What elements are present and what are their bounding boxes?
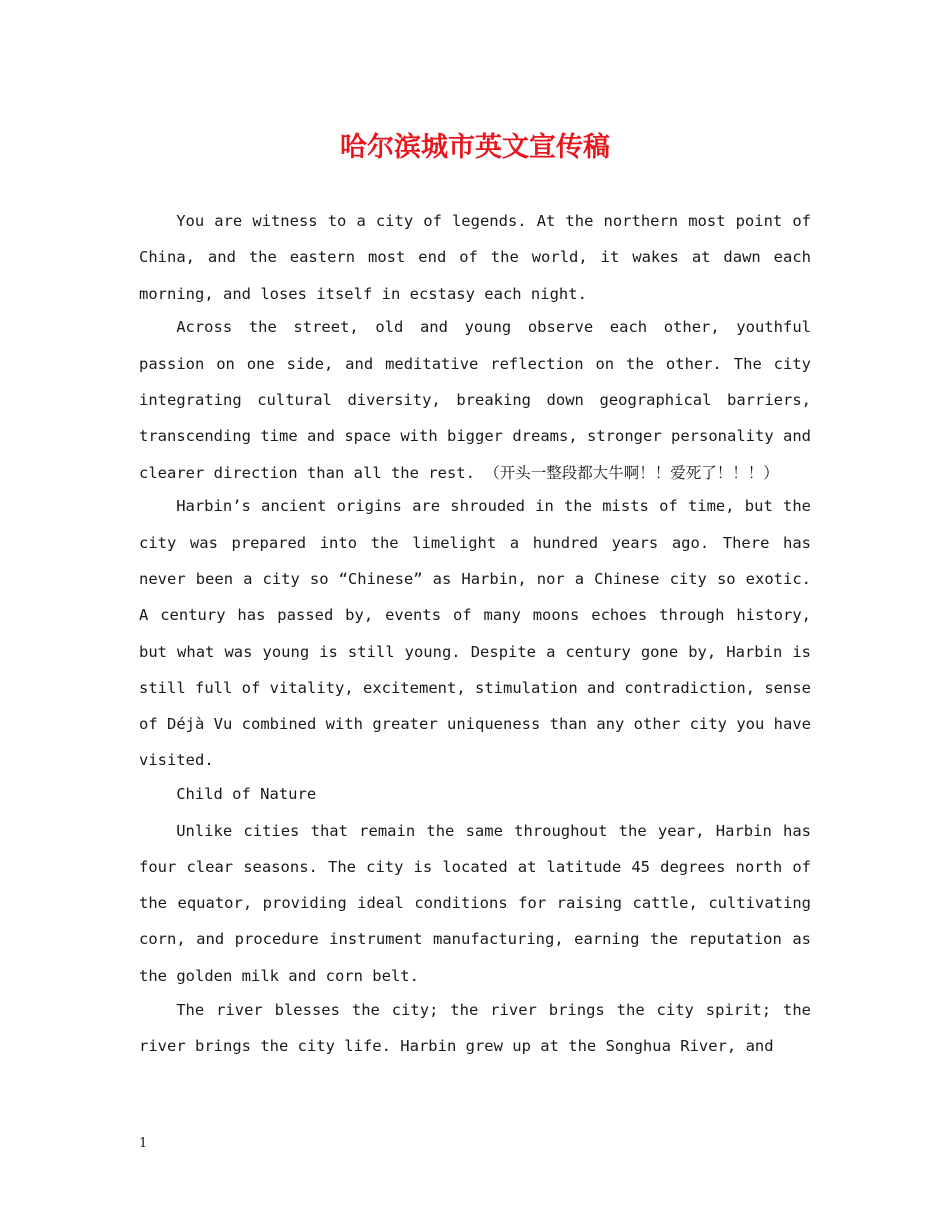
- paragraph-street: Across the street, old and young observe each other, youthful passion on one side, and meditative reflection on the other. The city integrating cultural diversity, breaking down geographical barriers, transcending time and space with bigger dreams, stronger personality and clearer direction than all the rest. （开头一整段都大牛啊！！爱死了！！！）: [139, 318, 811, 482]
- paragraph-origins: Harbin’s ancient origins are shrouded in the mists of time, but the city was prepared into the limelight a hundred years ago. There has never been a city so “Chinese” as Harbin, nor a Chinese city so exotic. A century has passed by, events of many moons echoes through history, but what was young is still young. Despite a century gone by, Harbin is still full of vitality, excitement, stimulation and contradiction, sense of Déjà Vu combined with greater uniqueness than any other city you have visited.: [139, 497, 811, 770]
- paragraph-river: The river blesses the city; the river brings the city spirit; the river brings the city life. Harbin grew up at the Songhua River, and: [139, 1000, 811, 1055]
- page-number: 1: [139, 1136, 148, 1151]
- document-body: [139, 203, 811, 1064]
- document-title: 哈尔滨城市英文宣传稿: [340, 132, 610, 163]
- paragraph-intro: You are witness to a city of legends. At the northern most point of China, and the eastern most end of the world, it wakes at dawn each morning, and loses itself in ecstasy each night.: [139, 212, 811, 303]
- paragraph-seasons: Unlike cities that remain the same throughout the year, Harbin has four clear seasons. The city is located at latitude 45 degrees north of the equator, providing ideal conditions for raising cattle, cultivating corn, and procedure instrument manufacturing, earning the reputation as the golden milk and corn belt.: [139, 821, 811, 985]
- section-heading: Child of Nature: [176, 785, 317, 804]
